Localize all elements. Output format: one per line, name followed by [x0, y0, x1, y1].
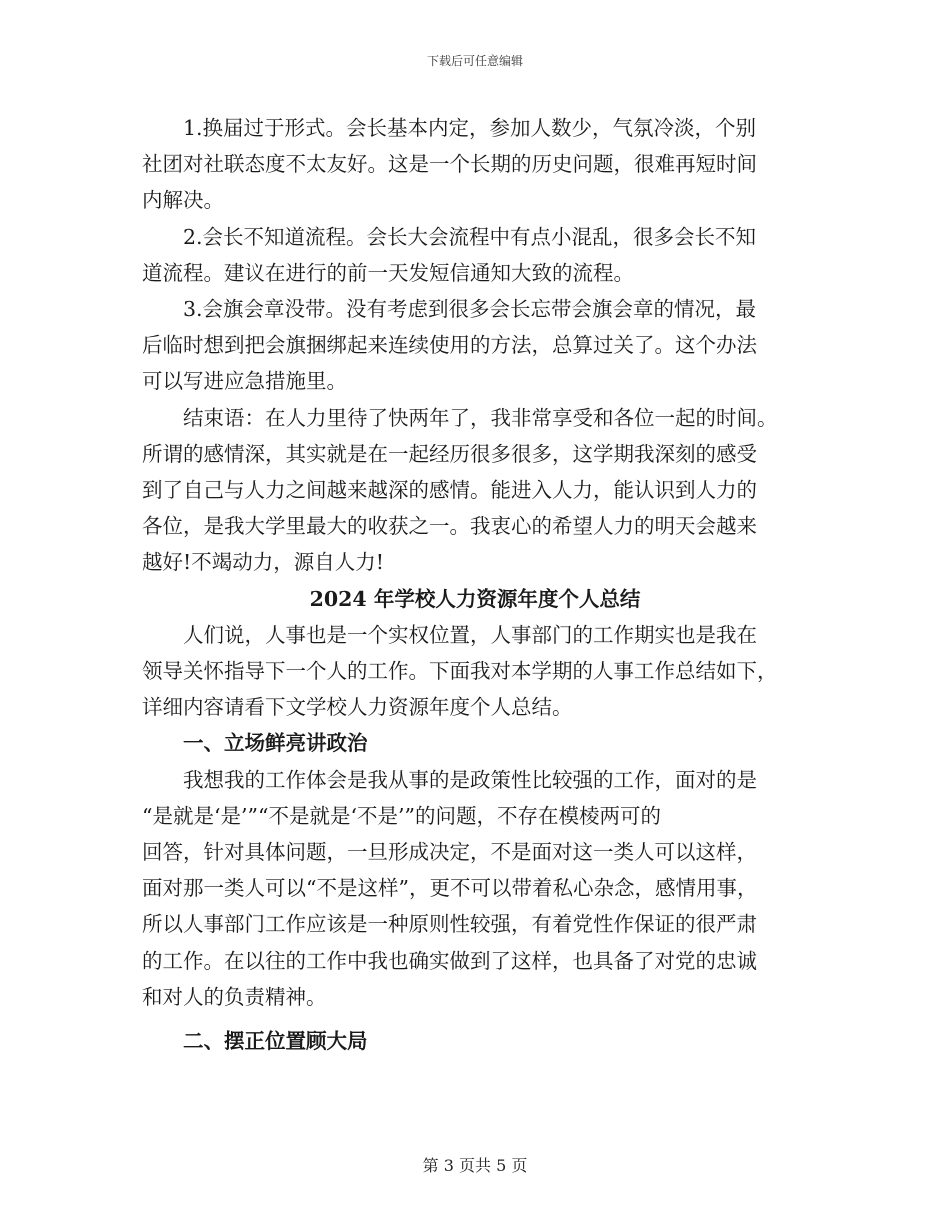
text-line: 可以写进应急措施里。 [142, 369, 347, 394]
text-line: “是就是‘是’”“不是就是‘不是’”的问题，不存在模棱两可的 [142, 803, 661, 828]
text-line: 详细内容请看下文学校人力资源年度个人总结。 [142, 695, 573, 720]
heading-big-picture: 二、摆正位置顾大局 [183, 1029, 368, 1054]
paragraph-item-3 [142, 291, 808, 400]
section-title: 2024 年学校人力资源年度个人总结 [309, 586, 641, 611]
page-header: 下载后可任意编辑 [426, 54, 523, 68]
page-number: 第 3 页共 5 页 [422, 1156, 528, 1175]
text-line: 3.会旗会章没带。没有考虑到很多会长忘带会旗会章的情况，最 [183, 297, 757, 322]
text-line: 所谓的感情深，其实就是在一起经历很多很多，这学期我深刻的感受 [142, 441, 757, 466]
text-line: 道流程。建议在进行的前一天发短信通知大致的流程。 [142, 260, 634, 285]
text-line: 所以人事部门工作应该是一种原则性较强，有着党性作保证的很严肃 [142, 912, 757, 937]
closing-paragraph [142, 400, 808, 581]
text-line: 人们说，人事也是一个实权位置，人事部门的工作期实也是我在 [183, 622, 757, 647]
text-line: 面对那一类人可以“不是这样”，更不可以带着私心杂念，感情用事， [142, 876, 758, 901]
document-body [142, 110, 808, 1059]
text-line: 结束语：在人力里待了快两年了，我非常享受和各位一起的时间。 [183, 405, 778, 430]
paragraph-item-2 [142, 219, 808, 291]
text-line: 和对人的负责精神。 [142, 984, 327, 1009]
text-line: 社团对社联态度不太友好。这是一个长期的历史问题，很难再短时间 [142, 152, 757, 177]
text-line: 各位，是我大学里最大的收获之一。我衷心的希望人力的明天会越来 [142, 514, 757, 539]
text-line: 后临时想到把会旗捆绑起来连续使用的方法，总算过关了。这个办法 [142, 333, 757, 358]
text-line: 内解决。 [142, 188, 224, 213]
text-line: 领导关怀指导下一个人的工作。下面我对本学期的人事工作总结如下， [142, 659, 778, 684]
text-line: 我想我的工作体会是我从事的是政策性比较强的工作，面对的是 [183, 767, 757, 792]
paragraph-item-1 [142, 110, 808, 219]
text-line: 2.会长不知道流程。会长大会流程中有点小混乱，很多会长不知 [183, 224, 757, 249]
text-line: 回答，针对具体问题，一旦形成决定，不是面对这一类人可以这样， [142, 840, 757, 865]
text-line: 越好!不竭动力，源自人力! [142, 550, 384, 575]
text-line: 到了自己与人力之间越来越深的感情。能进入人力，能认识到人力的 [142, 478, 757, 503]
heading-politics: 一、立场鲜亮讲政治 [183, 731, 368, 756]
politics-paragraph [142, 762, 808, 1015]
text-line: 的工作。在以往的工作中我也确实做到了这样，也具备了对党的忠诚 [142, 948, 757, 973]
text-line: 1.换届过于形式。会长基本内定，参加人数少，气氛冷淡，个别 [183, 116, 757, 140]
intro-paragraph [142, 617, 808, 726]
